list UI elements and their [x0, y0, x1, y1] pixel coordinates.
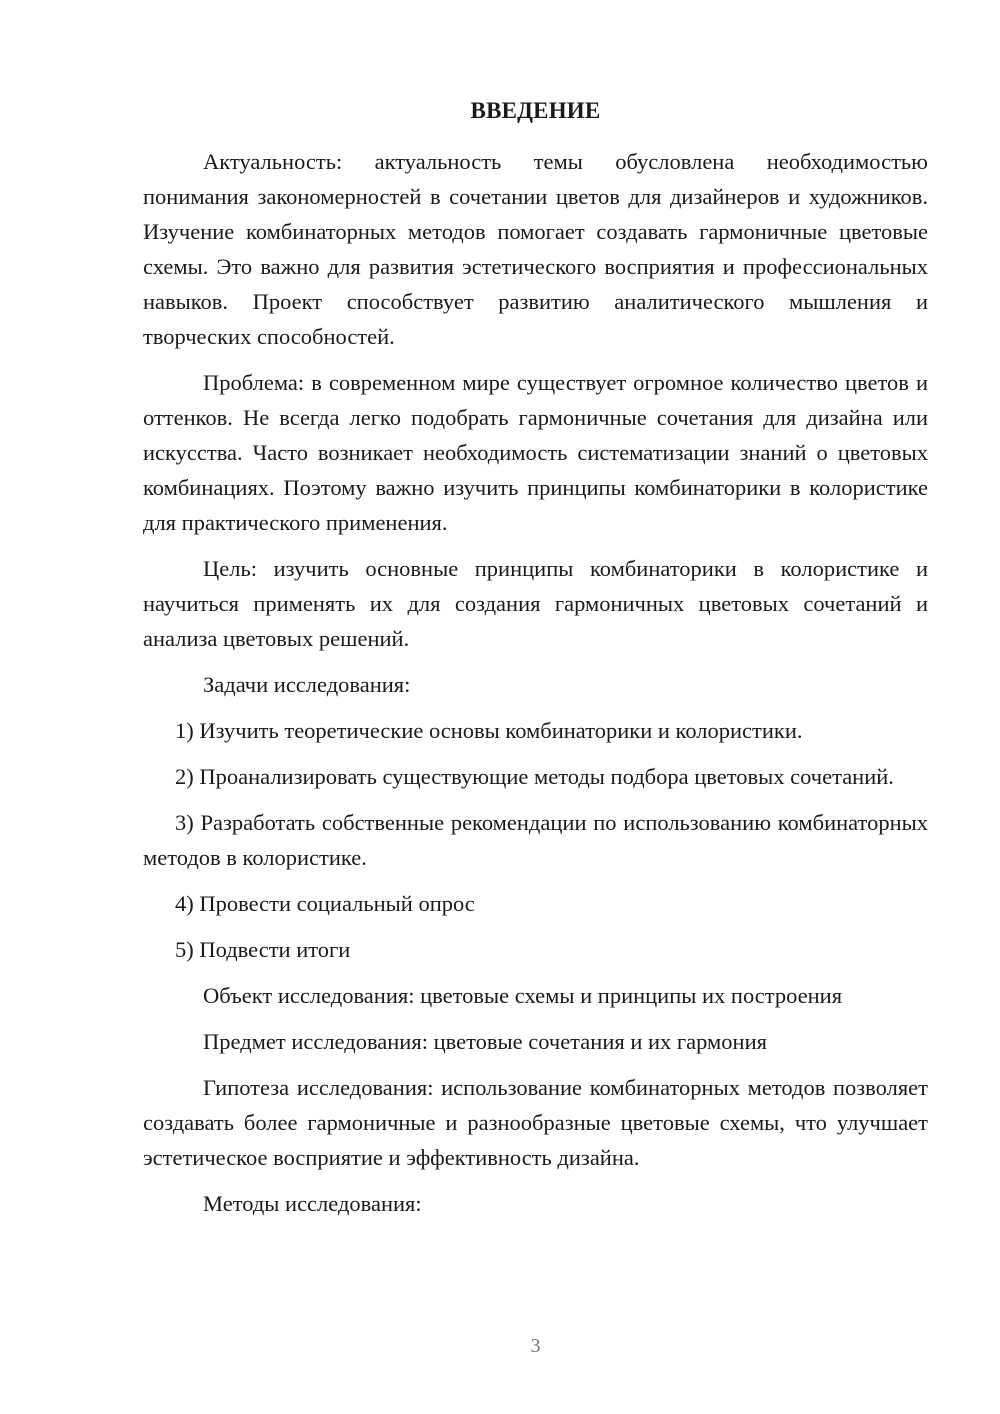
paragraph-object: Объект исследования: цветовые схемы и принципы их построения [203, 983, 843, 1008]
paragraph-problem: Проблема: в современном мире существует огромное количество цветов и оттенков. Не всегда легко подобрать гармоничные сочетания для дизайна или искусства. Часто возникает необходимость систематизации знаний о цветовых комбинациях. Поэтому важно изучить принципы комбинаторики в колористике для практического применения. [143, 370, 928, 535]
paragraph-hypothesis: Гипотеза исследования: использование комбинаторных методов позволяет создавать более гармоничные и разнообразные цветовые схемы, что улучшает эстетическое восприятие и эффективность дизайна. [143, 1075, 928, 1170]
task-item-1: 1) Изучить теоретические основы комбинаторики и колористики. [175, 718, 803, 743]
paragraph-subject: Предмет исследования: цветовые сочетания и их гармония [203, 1029, 767, 1054]
task-item-5: 5) Подвести итоги [175, 937, 351, 962]
task-item-4: 4) Провести социальный опрос [175, 891, 475, 916]
document-body [143, 144, 928, 1232]
page-title: ВВЕДЕНИЕ [470, 98, 601, 123]
paragraph-tasks-heading: Задачи исследования: [203, 672, 411, 697]
document-page [143, 0, 928, 1414]
paragraph-methods: Методы исследования: [203, 1191, 422, 1216]
paragraph-relevance: Актуальность: актуальность темы обусловлена необходимостью понимания закономерностей в сочетании цветов для дизайнеров и художников. Изучение комбинаторных методов помогает создавать гармоничные цветовые схемы. Это важно для развития эстетического восприятия и профессиональных навыков. Проект способствует развитию аналитического мышления и творческих способностей. [143, 149, 928, 349]
task-item-2: 2) Проанализировать существующие методы подбора цветовых сочетаний. [175, 764, 894, 789]
page-number: 3 [530, 1335, 541, 1357]
paragraph-goal: Цель: изучить основные принципы комбинаторики в колористике и научиться применять их для создания гармоничных цветовых сочетаний и анализа цветовых решений. [143, 556, 928, 651]
task-item-3: 3) Разработать собственные рекомендации по использованию комбинаторных методов в колористике. [143, 810, 928, 870]
